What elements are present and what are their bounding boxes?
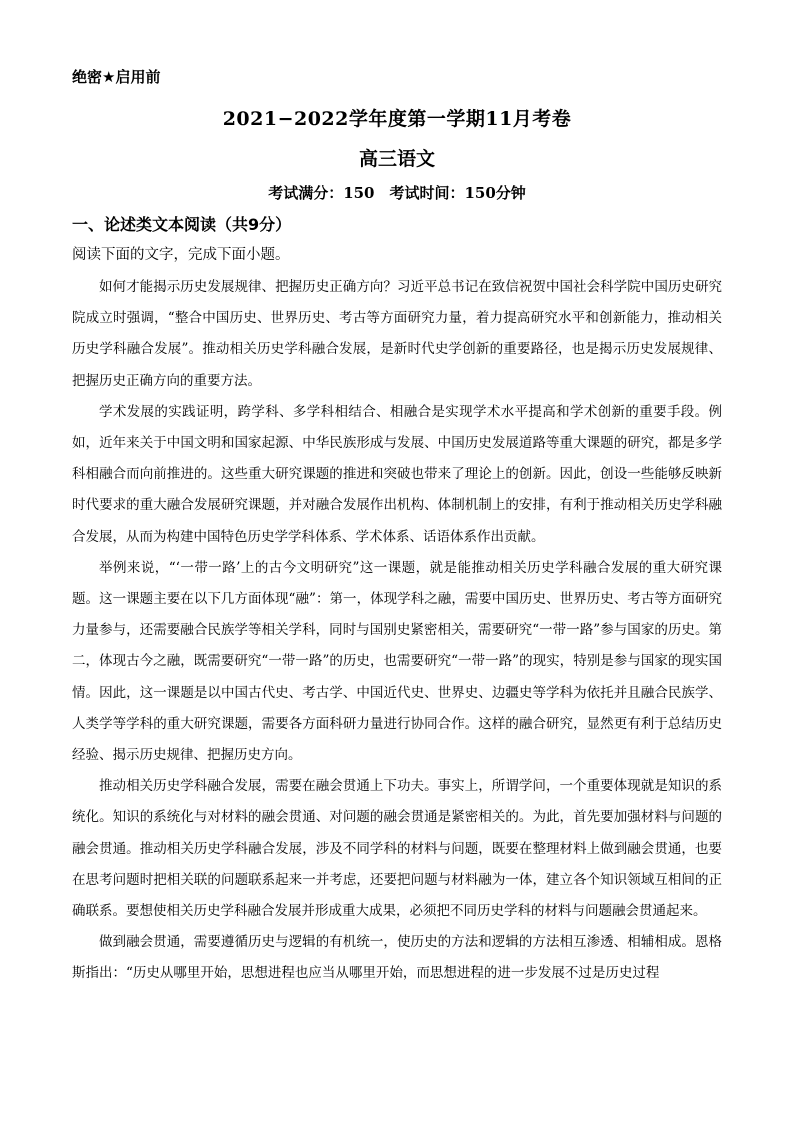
passage-paragraph: 如何才能揭示历史发展规律、把握历史正确方向？习近平总书记在致信祝贺中国社会科学院中国历史研究院成立时强调，“整合中国历史、世界历史、考古等方面研究力量，着力提高研究水平和创新能力，推动相关历史学科融合发展”。推动相关历史学科融合发展，是新时代史学创新的重要路径，也是揭示历史发展规律、把握历史正确方向的重要方法。 bbox=[72, 279, 722, 389]
section-heading: 一、论述类文本阅读（共9分） bbox=[72, 215, 292, 234]
section-instruction: 阅读下面的文字，完成下面小题。 bbox=[72, 247, 290, 263]
secret-mark: 绝密★启用前 bbox=[72, 68, 161, 86]
passage-paragraph: 举例来说，“‘一带一路’上的古今文明研究”这一课题，就是能推动相关历史学科融合发展的重大研究课题。这一课题主要在以下几方面体现“融”：第一，体现学科之融，需要中国历史、世界历史、考古等方面研究力量参与，还需要融合民族学等相关学科，同时与国别史紧密相关，需要研究“一带一路”参与国家的历史。第二，体现古今之融，既需要研究“一带一路”的历史，也需要研究“一带一路”的现实，特别是参与国家的现实国情。因此，这一课题是以中国古代史、考古学、中国近代史、世界史、边疆史等学科为依托并且融合民族学、人类学等学科的重大研究课题，需要各方面科研力量进行协同合作。这样的融合研究，显然更有利于总结历史经验、揭示历史规律、把握历史方向。 bbox=[72, 559, 722, 764]
passage-paragraph: 学术发展的实践证明，跨学科、多学科相结合、相融合是实现学术水平提高和学术创新的重要手段。例如，近年来关于中国文明和国家起源、中华民族形成与发展、中国历史发展道路等重大课题的研究，都是多学科相融合而向前推进的。这些重大研究课题的推进和突破也带来了理论上的创新。因此，创设一些能够反映新时代要求的重大融合发展研究课题，并对融合发展作出机构、体制机制上的安排，有利于推动相关历史学科融合发展，从而为构建中国特色历史学学科体系、学术体系、话语体系作出贡献。 bbox=[72, 403, 722, 545]
exam-title: 2021−2022学年度第一学期11月考卷 bbox=[222, 108, 572, 130]
exam-subject: 高三语文 bbox=[358, 148, 435, 170]
exam-meta: 考试满分：150 考试时间：150分钟 bbox=[268, 184, 526, 202]
reading-passage bbox=[72, 272, 722, 990]
passage-paragraph: 推动相关历史学科融合发展，需要在融会贯通上下功夫。事实上，所谓学问，一个重要体现就是知识的系统化。知识的系统化与对材料的融会贯通、对问题的融会贯通是紧密相关的。为此，首先要加强材料与问题的融会贯通。推动相关历史学科融合发展，涉及不同学科的材料与问题，既要在整理材料上做到融会贯通，也要在思考问题时把相关联的问题联系起来一并考虑，还要把问题与材料融为一体，建立各个知识领域互相间的正确联系。要想使相关历史学科融合发展并形成重大成果，必须把不同历史学科的材料与问题融会贯通起来。 bbox=[72, 778, 722, 920]
passage-paragraph: 做到融会贯通，需要遵循历史与逻辑的有机统一，使历史的方法和逻辑的方法相互渗透、相辅相成。恩格斯指出：“历史从哪里开始，思想进程也应当从哪里开始，而思想进程的进一步发展不过是历史过程 bbox=[72, 934, 722, 982]
